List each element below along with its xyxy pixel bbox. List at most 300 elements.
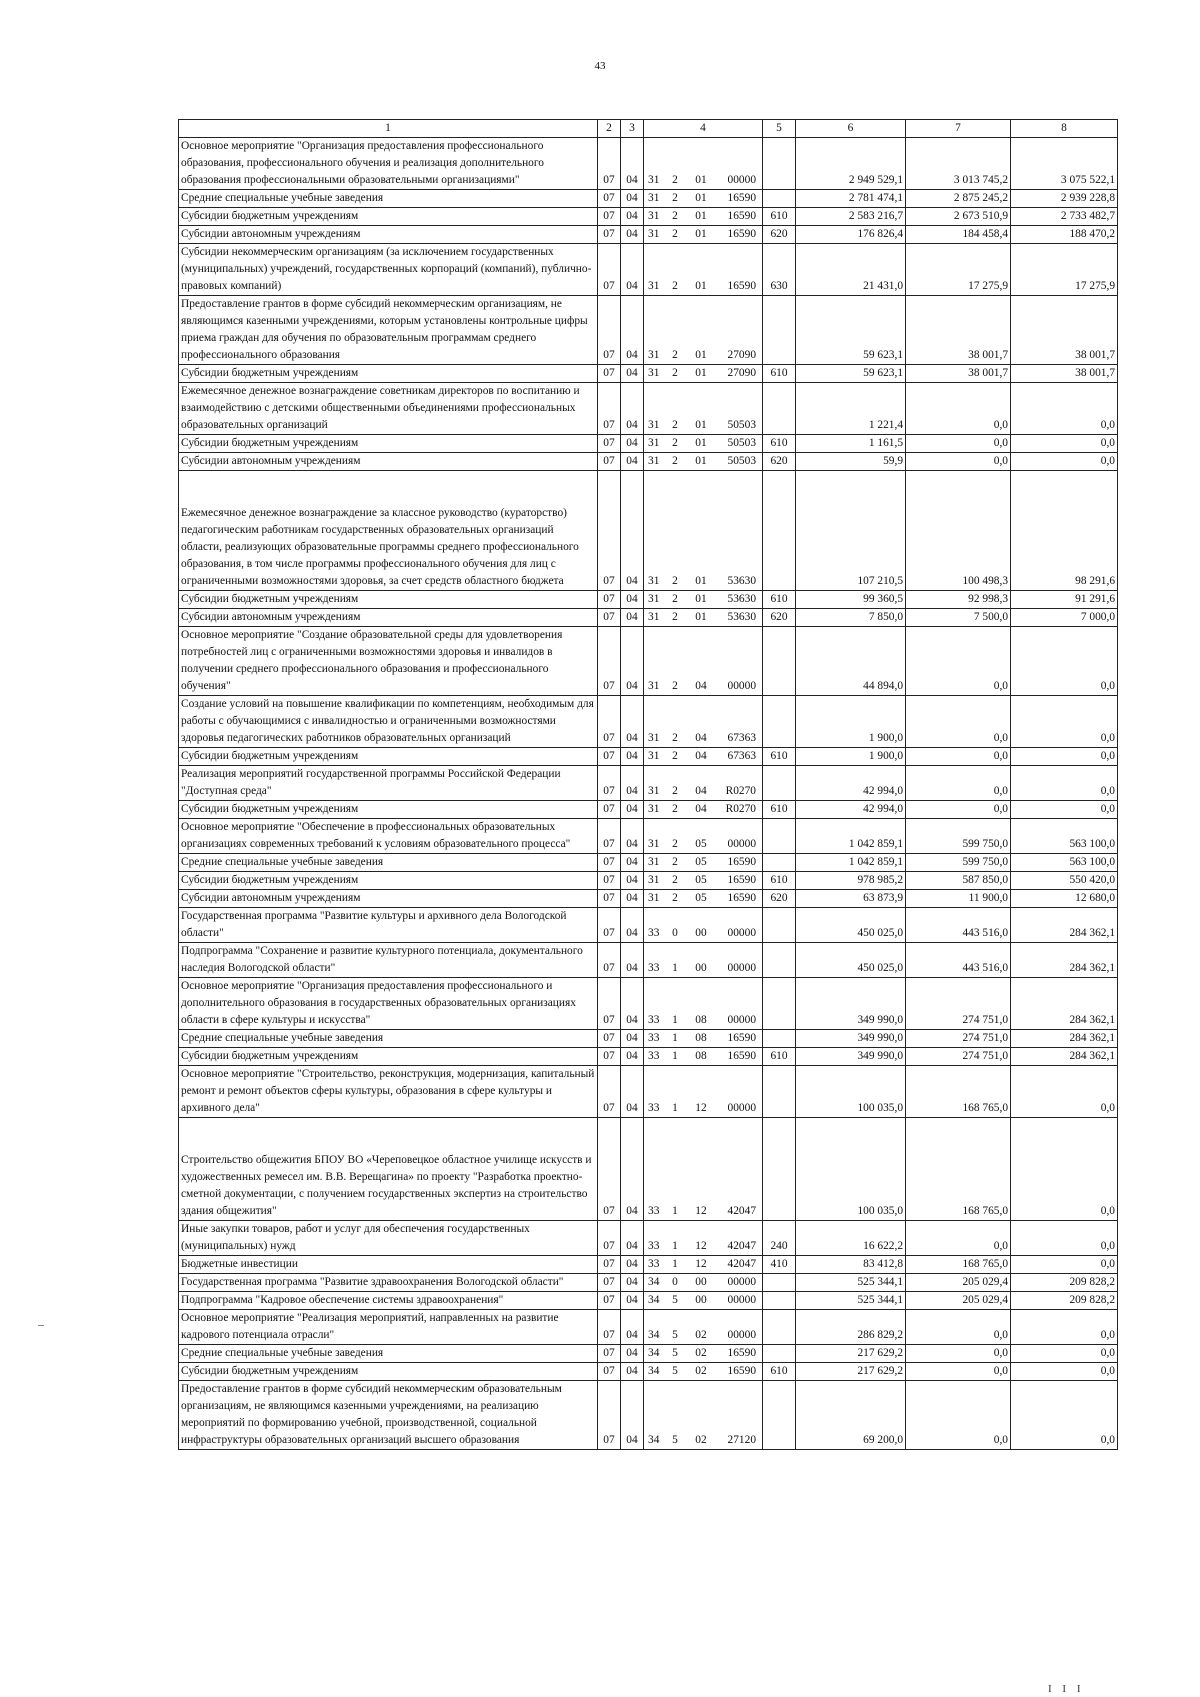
direction-code: 16590: [717, 190, 763, 208]
expense-type-code: [763, 1066, 796, 1118]
amount-year-2: 2 875 245,2: [906, 190, 1011, 208]
table-row: [179, 383, 1118, 435]
amount-year-1: 59 623,1: [796, 365, 906, 383]
subsection-code: 04: [621, 908, 644, 943]
expense-type-code: 610: [763, 872, 796, 890]
amount-year-1: 349 990,0: [796, 1030, 906, 1048]
amount-year-3: 0,0: [1011, 766, 1118, 801]
expense-type-code: 610: [763, 1048, 796, 1066]
table-row: [179, 1381, 1118, 1450]
program-code: 33: [644, 908, 665, 943]
subsection-code: 04: [621, 1381, 644, 1450]
subsection-code: 04: [621, 854, 644, 872]
amount-year-3: 188 470,2: [1011, 226, 1118, 244]
subsection-code: 04: [621, 226, 644, 244]
section-code: 07: [598, 296, 621, 365]
program-code: 31: [644, 801, 665, 819]
expense-type-code: [763, 766, 796, 801]
activity-code: 05: [686, 819, 717, 854]
subprogram-code: 0: [665, 908, 686, 943]
description-text: Ежемесячное денежное вознаграждение за классное руководство (кураторство) педагогическим работникам государственных образовательных организаций области, реализующих образовательные программы среднего профессионального образования, в том числе программы профессионального обучения для лиц с ограниченными возможностями здоровья, за счет средств областного бюджета: [181, 507, 579, 587]
activity-code: 12: [686, 1221, 717, 1256]
amount-year-3: 0,0: [1011, 801, 1118, 819]
direction-code: 42047: [717, 1256, 763, 1274]
amount-year-3: 0,0: [1011, 1256, 1118, 1274]
amount-year-3: 38 001,7: [1011, 296, 1118, 365]
table-row: [179, 627, 1118, 696]
table-row: [179, 138, 1118, 190]
subprogram-code: 2: [665, 190, 686, 208]
row-description: Субсидии автономным учреждениям: [179, 609, 598, 627]
subsection-code: 04: [621, 453, 644, 471]
direction-code: 27090: [717, 296, 763, 365]
row-description: Реализация мероприятий государственной программы Российской Федерации "Доступная среда": [179, 766, 598, 801]
amount-year-3: 2 733 482,7: [1011, 208, 1118, 226]
activity-code: 04: [686, 627, 717, 696]
table-row: [179, 609, 1118, 627]
table-row: [179, 1310, 1118, 1345]
row-description: Субсидии бюджетным учреждениям: [179, 435, 598, 453]
program-code: 31: [644, 696, 665, 748]
table-row: [179, 1118, 1118, 1221]
subprogram-code: 5: [665, 1381, 686, 1450]
expense-type-code: [763, 1310, 796, 1345]
expense-type-code: 620: [763, 890, 796, 908]
amount-year-3: 284 362,1: [1011, 1030, 1118, 1048]
amount-year-2: 0,0: [906, 748, 1011, 766]
table-row: [179, 453, 1118, 471]
subsection-code: 04: [621, 1292, 644, 1310]
amount-year-1: 450 025,0: [796, 943, 906, 978]
subprogram-code: 1: [665, 1048, 686, 1066]
amount-year-3: 0,0: [1011, 383, 1118, 435]
amount-year-1: 176 826,4: [796, 226, 906, 244]
activity-code: 01: [686, 453, 717, 471]
program-code: 31: [644, 365, 665, 383]
amount-year-1: 450 025,0: [796, 908, 906, 943]
subsection-code: 04: [621, 872, 644, 890]
amount-year-1: 1 900,0: [796, 748, 906, 766]
amount-year-2: 0,0: [906, 766, 1011, 801]
row-description: Субсидии автономным учреждениям: [179, 226, 598, 244]
page-number: 43: [594, 60, 606, 72]
activity-code: 01: [686, 296, 717, 365]
activity-code: 04: [686, 748, 717, 766]
amount-year-2: 599 750,0: [906, 819, 1011, 854]
amount-year-1: 42 994,0: [796, 801, 906, 819]
header-row: [179, 120, 1118, 138]
section-code: 07: [598, 1256, 621, 1274]
amount-year-3: 0,0: [1011, 1118, 1118, 1221]
amount-year-3: 209 828,2: [1011, 1274, 1118, 1292]
subprogram-code: 2: [665, 627, 686, 696]
subprogram-code: 2: [665, 296, 686, 365]
direction-code: 53630: [717, 609, 763, 627]
program-code: 33: [644, 1048, 665, 1066]
amount-year-1: 21 431,0: [796, 244, 906, 296]
header-col-2: 2: [598, 120, 621, 138]
subprogram-code: 2: [665, 854, 686, 872]
program-code: 33: [644, 1221, 665, 1256]
subsection-code: 04: [621, 696, 644, 748]
subsection-code: 04: [621, 978, 644, 1030]
activity-code: 04: [686, 801, 717, 819]
section-code: 07: [598, 1310, 621, 1345]
subprogram-code: 2: [665, 819, 686, 854]
section-code: 07: [598, 1381, 621, 1450]
program-code: 34: [644, 1363, 665, 1381]
table-header: [179, 120, 1118, 138]
subprogram-code: 5: [665, 1310, 686, 1345]
amount-year-2: 274 751,0: [906, 1030, 1011, 1048]
amount-year-3: 0,0: [1011, 1363, 1118, 1381]
activity-code: 01: [686, 435, 717, 453]
expense-type-code: 610: [763, 591, 796, 609]
section-code: 07: [598, 226, 621, 244]
table-row: [179, 591, 1118, 609]
program-code: 31: [644, 208, 665, 226]
subsection-code: 04: [621, 190, 644, 208]
row-description: Основное мероприятие "Организация предоставления профессионального образования, профессионального обучения и реализация дополнительного образования профессиональными образовательными организациями": [179, 138, 598, 190]
section-code: 07: [598, 978, 621, 1030]
row-description: Субсидии бюджетным учреждениям: [179, 1048, 598, 1066]
amount-year-3: 0,0: [1011, 435, 1118, 453]
amount-year-2: 0,0: [906, 383, 1011, 435]
amount-year-2: 2 673 510,9: [906, 208, 1011, 226]
table-row: [179, 943, 1118, 978]
amount-year-2: 38 001,7: [906, 365, 1011, 383]
expense-type-code: [763, 1030, 796, 1048]
subsection-code: 04: [621, 1310, 644, 1345]
amount-year-1: 42 994,0: [796, 766, 906, 801]
amount-year-3: 0,0: [1011, 1345, 1118, 1363]
amount-year-2: 274 751,0: [906, 1048, 1011, 1066]
subprogram-code: 1: [665, 1256, 686, 1274]
amount-year-1: 44 894,0: [796, 627, 906, 696]
direction-code: 67363: [717, 696, 763, 748]
activity-code: 12: [686, 1256, 717, 1274]
amount-year-1: 217 629,2: [796, 1363, 906, 1381]
expense-type-code: [763, 978, 796, 1030]
program-code: 31: [644, 138, 665, 190]
row-description: Государственная программа "Развитие здравоохранения Вологодской области": [179, 1274, 598, 1292]
amount-year-2: 0,0: [906, 801, 1011, 819]
section-code: 07: [598, 138, 621, 190]
amount-year-3: 38 001,7: [1011, 365, 1118, 383]
header-col-7: 7: [906, 120, 1011, 138]
amount-year-1: 100 035,0: [796, 1118, 906, 1221]
amount-year-2: 11 900,0: [906, 890, 1011, 908]
direction-code: 50503: [717, 383, 763, 435]
subprogram-code: 5: [665, 1345, 686, 1363]
table-row: [179, 908, 1118, 943]
table-row: [179, 296, 1118, 365]
activity-code: 01: [686, 365, 717, 383]
program-code: 31: [644, 627, 665, 696]
row-description: Предоставление грантов в форме субсидий некоммерческим организациям, не являющимся казенными учреждениями, которым установлены контрольные цифры приема граждан для обучения по образовательным программам среднего профессионального образования: [179, 296, 598, 365]
activity-code: 04: [686, 766, 717, 801]
amount-year-3: 2 939 228,8: [1011, 190, 1118, 208]
section-code: 07: [598, 748, 621, 766]
subprogram-code: 2: [665, 872, 686, 890]
header-col-1: 1: [179, 120, 598, 138]
subprogram-code: 2: [665, 226, 686, 244]
amount-year-2: 3 013 745,2: [906, 138, 1011, 190]
activity-code: 01: [686, 244, 717, 296]
amount-year-2: 184 458,4: [906, 226, 1011, 244]
amount-year-2: 17 275,9: [906, 244, 1011, 296]
subprogram-code: 2: [665, 453, 686, 471]
table-row: [179, 819, 1118, 854]
amount-year-1: 99 360,5: [796, 591, 906, 609]
expense-type-code: 620: [763, 453, 796, 471]
amount-year-1: 107 210,5: [796, 471, 906, 591]
program-code: 31: [644, 748, 665, 766]
activity-code: 02: [686, 1345, 717, 1363]
subsection-code: 04: [621, 365, 644, 383]
amount-year-1: 2 949 529,1: [796, 138, 906, 190]
amount-year-3: 17 275,9: [1011, 244, 1118, 296]
amount-year-2: 100 498,3: [906, 471, 1011, 591]
activity-code: 12: [686, 1066, 717, 1118]
amount-year-2: 168 765,0: [906, 1118, 1011, 1221]
table-row: [179, 1048, 1118, 1066]
section-code: 07: [598, 943, 621, 978]
table-row: [179, 471, 1118, 591]
program-code: 33: [644, 1256, 665, 1274]
amount-year-3: 0,0: [1011, 748, 1118, 766]
row-description: Субсидии бюджетным учреждениям: [179, 365, 598, 383]
section-code: 07: [598, 1363, 621, 1381]
direction-code: 67363: [717, 748, 763, 766]
expense-type-code: 610: [763, 365, 796, 383]
subprogram-code: 5: [665, 1292, 686, 1310]
section-code: 07: [598, 890, 621, 908]
expense-type-code: 610: [763, 801, 796, 819]
direction-code: 50503: [717, 453, 763, 471]
direction-code: 00000: [717, 819, 763, 854]
section-code: 07: [598, 819, 621, 854]
program-code: 33: [644, 1066, 665, 1118]
header-col-5: 5: [763, 120, 796, 138]
activity-code: 01: [686, 591, 717, 609]
amount-year-3: 3 075 522,1: [1011, 138, 1118, 190]
direction-code: 00000: [717, 138, 763, 190]
direction-code: 16590: [717, 244, 763, 296]
header-col-3: 3: [621, 120, 644, 138]
amount-year-3: 0,0: [1011, 1221, 1118, 1256]
activity-code: 08: [686, 978, 717, 1030]
section-code: 07: [598, 1292, 621, 1310]
row-description: Создание условий на повышение квалификации по компетенциям, необходимым для работы с обучающимися с инвалидностью и ограниченными возможностями здоровья педагогических работников образовательных организаций: [179, 696, 598, 748]
amount-year-3: 284 362,1: [1011, 943, 1118, 978]
expense-type-code: [763, 190, 796, 208]
subprogram-code: 2: [665, 383, 686, 435]
activity-code: 02: [686, 1363, 717, 1381]
subprogram-code: 2: [665, 591, 686, 609]
activity-code: 01: [686, 138, 717, 190]
table-row: [179, 1066, 1118, 1118]
amount-year-1: 100 035,0: [796, 1066, 906, 1118]
table-row: [179, 748, 1118, 766]
section-code: 07: [598, 1048, 621, 1066]
amount-year-2: 443 516,0: [906, 908, 1011, 943]
table-row: [179, 801, 1118, 819]
subprogram-code: 2: [665, 766, 686, 801]
activity-code: 01: [686, 609, 717, 627]
activity-code: 12: [686, 1118, 717, 1221]
row-description: Субсидии бюджетным учреждениям: [179, 1363, 598, 1381]
amount-year-2: 443 516,0: [906, 943, 1011, 978]
activity-code: 01: [686, 226, 717, 244]
subsection-code: 04: [621, 1363, 644, 1381]
amount-year-3: 7 000,0: [1011, 609, 1118, 627]
amount-year-2: 0,0: [906, 1363, 1011, 1381]
amount-year-3: 563 100,0: [1011, 854, 1118, 872]
subprogram-code: 5: [665, 1363, 686, 1381]
table-row: [179, 190, 1118, 208]
program-code: 34: [644, 1274, 665, 1292]
amount-year-1: 525 344,1: [796, 1274, 906, 1292]
table-row: [179, 854, 1118, 872]
amount-year-1: 525 344,1: [796, 1292, 906, 1310]
direction-code: 00000: [717, 978, 763, 1030]
expense-type-code: [763, 296, 796, 365]
table-row: [179, 1221, 1118, 1256]
subprogram-code: 1: [665, 1066, 686, 1118]
amount-year-2: 0,0: [906, 696, 1011, 748]
amount-year-2: 92 998,3: [906, 591, 1011, 609]
direction-code: 50503: [717, 435, 763, 453]
expense-type-code: [763, 854, 796, 872]
table-body: [179, 138, 1118, 1450]
amount-year-1: 286 829,2: [796, 1310, 906, 1345]
direction-code: 53630: [717, 591, 763, 609]
expense-type-code: [763, 696, 796, 748]
section-code: 07: [598, 696, 621, 748]
direction-code: 27120: [717, 1381, 763, 1450]
amount-year-2: 38 001,7: [906, 296, 1011, 365]
amount-year-3: 209 828,2: [1011, 1292, 1118, 1310]
section-code: 07: [598, 471, 621, 591]
amount-year-2: 0,0: [906, 1221, 1011, 1256]
amount-year-3: 563 100,0: [1011, 819, 1118, 854]
amount-year-1: 217 629,2: [796, 1345, 906, 1363]
subprogram-code: 2: [665, 138, 686, 190]
section-code: 07: [598, 383, 621, 435]
activity-code: 00: [686, 1274, 717, 1292]
amount-year-3: 91 291,6: [1011, 591, 1118, 609]
subprogram-code: 0: [665, 1274, 686, 1292]
amount-year-2: 205 029,4: [906, 1274, 1011, 1292]
amount-year-1: 978 985,2: [796, 872, 906, 890]
subprogram-code: 2: [665, 365, 686, 383]
subprogram-code: 2: [665, 609, 686, 627]
row-description: Основное мероприятие "Организация предоставления профессионального и дополнительного образования в государственных образовательных организациях области в сфере культуры и искусства": [179, 978, 598, 1030]
program-code: 31: [644, 244, 665, 296]
subprogram-code: 2: [665, 435, 686, 453]
scan-mark: [38, 1325, 44, 1326]
program-code: 31: [644, 435, 665, 453]
direction-code: R0270: [717, 801, 763, 819]
header-col-6: 6: [796, 120, 906, 138]
amount-year-2: 587 850,0: [906, 872, 1011, 890]
program-code: 34: [644, 1292, 665, 1310]
row-description: Ежемесячное денежное вознаграждение советникам директоров по воспитанию и взаимодействию с детскими общественными объединениями профессиональных образовательных организаций: [179, 383, 598, 435]
amount-year-1: 83 412,8: [796, 1256, 906, 1274]
row-description: [179, 471, 598, 591]
direction-code: 00000: [717, 1274, 763, 1292]
description-text: Строительство общежития БПОУ ВО «Череповецкое областное училище искусств и художественных ремесел им. В.В. Верещагина» по проекту "Разработка проектно-сметной документации, с получением государственных экспертиз на строительство здания общежития": [181, 1154, 592, 1217]
amount-year-3: 284 362,1: [1011, 978, 1118, 1030]
subsection-code: 04: [621, 296, 644, 365]
amount-year-2: 0,0: [906, 435, 1011, 453]
amount-year-2: 0,0: [906, 1381, 1011, 1450]
section-code: 07: [598, 244, 621, 296]
expense-type-code: [763, 943, 796, 978]
direction-code: 16590: [717, 1030, 763, 1048]
subsection-code: 04: [621, 1221, 644, 1256]
expense-type-code: [763, 471, 796, 591]
subsection-code: 04: [621, 766, 644, 801]
table-row: [179, 696, 1118, 748]
row-description: Основное мероприятие "Создание образовательной среды для удовлетворения потребностей лиц с ограниченными возможностями здоровья и инвалидов в получении среднего профессионального образования и профессионального обучения": [179, 627, 598, 696]
row-description: Субсидии бюджетным учреждениям: [179, 748, 598, 766]
row-description: Средние специальные учебные заведения: [179, 1345, 598, 1363]
program-code: 31: [644, 766, 665, 801]
direction-code: 16590: [717, 854, 763, 872]
amount-year-3: 0,0: [1011, 453, 1118, 471]
activity-code: 05: [686, 872, 717, 890]
table-row: [179, 1363, 1118, 1381]
amount-year-1: 16 622,2: [796, 1221, 906, 1256]
subprogram-code: 1: [665, 943, 686, 978]
row-description: Основное мероприятие "Реализация мероприятий, направленных на развитие кадрового потенциала отрасли": [179, 1310, 598, 1345]
subsection-code: 04: [621, 208, 644, 226]
blank-space: [181, 471, 595, 505]
direction-code: 00000: [717, 943, 763, 978]
direction-code: 16590: [717, 1345, 763, 1363]
subprogram-code: 2: [665, 748, 686, 766]
table-row: [179, 766, 1118, 801]
program-code: 31: [644, 296, 665, 365]
header-col-4: 4: [644, 120, 763, 138]
program-code: 31: [644, 872, 665, 890]
program-code: 31: [644, 609, 665, 627]
section-code: 07: [598, 766, 621, 801]
amount-year-2: 168 765,0: [906, 1066, 1011, 1118]
subsection-code: 04: [621, 1030, 644, 1048]
activity-code: 01: [686, 383, 717, 435]
activity-code: 00: [686, 908, 717, 943]
section-code: 07: [598, 453, 621, 471]
direction-code: 16590: [717, 872, 763, 890]
expense-type-code: 630: [763, 244, 796, 296]
amount-year-3: 98 291,6: [1011, 471, 1118, 591]
program-code: 33: [644, 978, 665, 1030]
direction-code: 16590: [717, 1048, 763, 1066]
row-description: Средние специальные учебные заведения: [179, 1030, 598, 1048]
section-code: 07: [598, 609, 621, 627]
subsection-code: 04: [621, 801, 644, 819]
section-code: 07: [598, 365, 621, 383]
amount-year-3: 284 362,1: [1011, 1048, 1118, 1066]
expense-type-code: 610: [763, 1363, 796, 1381]
direction-code: 42047: [717, 1118, 763, 1221]
subsection-code: 04: [621, 383, 644, 435]
amount-year-3: 284 362,1: [1011, 908, 1118, 943]
budget-table: [178, 119, 1118, 1450]
